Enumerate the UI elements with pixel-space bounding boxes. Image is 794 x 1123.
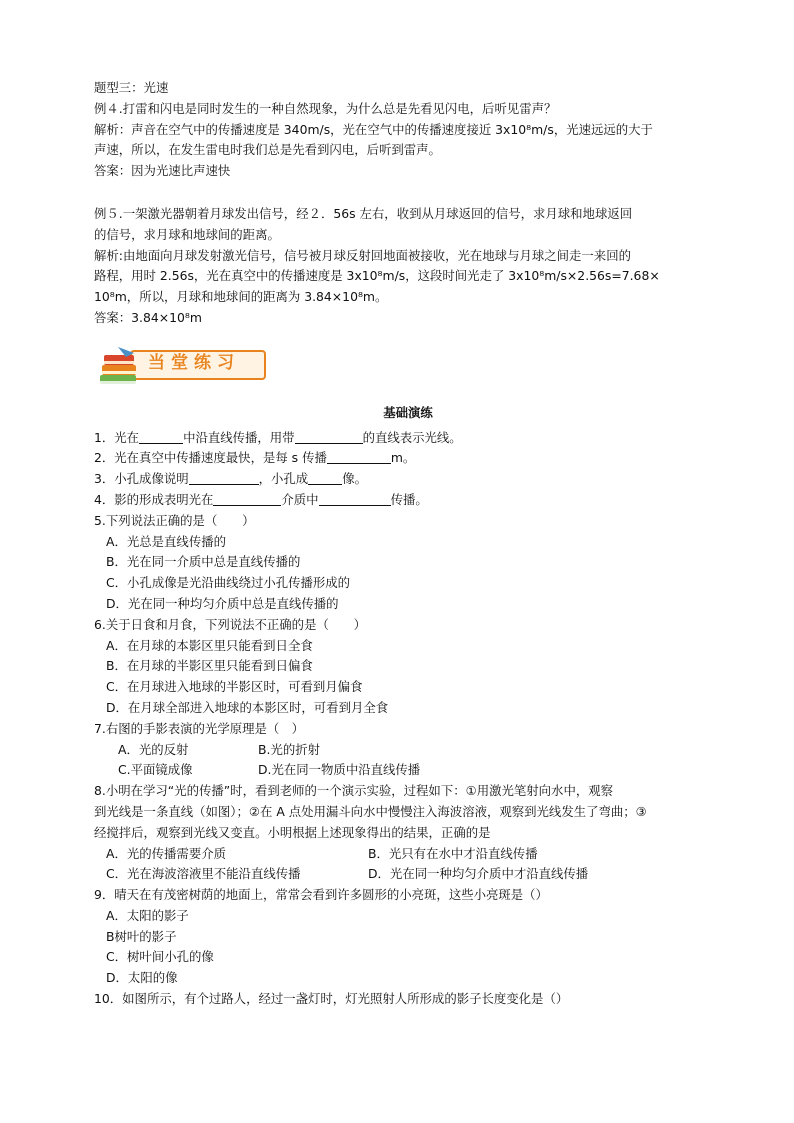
example-5-analysis-line-2: 路程，用时 2.56s，光在真空中的传播速度是 3x10⁸m/s，这段时间光走了 3x10⁸m/s×2.56s=7.68× (94, 268, 660, 284)
answer-blank[interactable] (189, 470, 259, 485)
question-8-options-row-2 (94, 864, 702, 885)
question-8-option-d[interactable]: D．光在同一种均匀介质中才沿直线传播 (368, 866, 589, 882)
question-7-options-row-1 (94, 740, 702, 761)
answer-blank[interactable] (327, 449, 391, 464)
question-5-option-c[interactable]: C．小孔成像是光沿曲线绕过小孔传播形成的 (106, 575, 351, 591)
banner-label: 当堂练习 (148, 352, 240, 373)
document-page (94, 78, 702, 1010)
question-10: 10．如图所示，有个过路人，经过一盏灯时，灯光照射人所形成的影子长度变化是（） (94, 991, 569, 1007)
example-5-question-line-1: 例５.一架激光器朝着月球发出信号，经２．56s 左右，收到从月球返回的信号，求月球和地球返回 (94, 205, 633, 221)
question-9-option-c[interactable]: C．树叶间小孔的像 (106, 949, 214, 965)
answer-blank[interactable] (319, 491, 391, 506)
question-5-option-b[interactable]: B．光在同一介质中总是直线传播的 (106, 554, 301, 570)
question-6-option-b[interactable]: B．在月球的半影区里只能看到日偏食 (106, 658, 313, 674)
question-6-option-a[interactable]: A．在月球的本影区里只能看到日全食 (106, 637, 313, 653)
question-8-line-1: 8.小明在学习“光的传播”时，看到老师的一个演示实验，过程如下：①用激光笔射向水中，观察 (94, 783, 614, 799)
question-7-option-b[interactable]: B.光的折射 (258, 741, 321, 757)
answer-blank[interactable] (139, 429, 183, 444)
example-5-analysis-line-1: 解析:由地面向月球发射激光信号，信号被月球反射回地面被接收，光在地球与月球之间走一来回的 (94, 247, 631, 263)
question-6-option-d[interactable]: D．在月球全部进入地球的本影区时，可看到月全食 (106, 699, 389, 715)
question-9-option-d[interactable]: D．太阳的像 (106, 970, 178, 986)
practice-title: 基础演练 (383, 404, 433, 420)
question-7: 7.右图的手影表演的光学原理是（ ） (94, 720, 305, 736)
question-8-option-c[interactable]: C．光在海波溶液里不能沿直线传播 (106, 866, 301, 882)
answer-blank[interactable] (308, 470, 342, 485)
example-4-analysis-line-2: 声速，所以，在发生雷电时我们总是先看到闪电，后听到雷声。 (94, 142, 441, 158)
question-5-option-a[interactable]: A．光总是直线传播的 (106, 533, 226, 549)
question-3: 3．小孔成像说明 ，小孔成 像。 (94, 471, 367, 487)
question-6-option-c[interactable]: C．在月球进入地球的半影区时，可看到月偏食 (106, 679, 363, 695)
question-8-option-b[interactable]: B．光只有在水中才沿直线传播 (368, 845, 538, 861)
question-5-option-d[interactable]: D．光在同一种均匀介质中总是直线传播的 (106, 595, 339, 611)
question-7-options-row-2 (94, 760, 702, 781)
question-8-option-a[interactable]: A．光的传播需要介质 (106, 845, 226, 861)
books-icon (96, 345, 146, 391)
question-9: 9．晴天在有茂密树荫的地面上，常常会看到许多圆形的小亮斑，这些小亮斑是（） (94, 887, 548, 903)
question-7-option-c[interactable]: C.平面镜成像 (118, 762, 193, 778)
question-8-options-row-1 (94, 844, 702, 865)
answer-blank[interactable] (295, 429, 363, 444)
question-9-option-b[interactable]: B树叶的影子 (106, 928, 177, 944)
practice-banner (96, 343, 702, 393)
question-8-line-3: 经搅拌后，观察到光线又变直。小明根据上述现象得出的结果，正确的是 (94, 824, 491, 840)
example-5-question-line-2: 的信号，求月球和地球间的距离。 (94, 226, 280, 242)
answer-blank[interactable] (213, 491, 281, 506)
question-7-option-a[interactable]: A．光的反射 (118, 741, 189, 757)
section-heading: 题型三：光速 (94, 80, 169, 95)
question-4: 4．影的形成表明光在 介质中 传播。 (94, 491, 428, 507)
example-5-analysis-line-3: 10⁸m，所以，月球和地球间的距离为 3.84×10⁸m。 (94, 289, 388, 305)
question-8-line-2: 到光线是一条直线（如图）；②在 A 点处用漏斗向水中慢慢注入海波溶液，观察到光线发生了弯曲；③ (94, 803, 647, 819)
example-4-question: 例４.打雷和闪电是同时发生的一种自然现象，为什么总是先看见闪电，后听见雷声？ (94, 100, 557, 116)
question-7-option-d[interactable]: D.光在同一物质中沿直线传播 (258, 762, 421, 778)
question-5: 5.下列说法正确的是（ ） (94, 512, 255, 528)
question-1: 1．光在 中沿直线传播，用带 的直线表示光线。 (94, 429, 462, 445)
question-9-option-a[interactable]: A．太阳的影子 (106, 907, 189, 923)
question-6: 6.关于日食和月食，下列说法不正确的是（ ） (94, 616, 367, 632)
question-2: 2．光在真空中传播速度最快，是每 s 传播 m。 (94, 450, 416, 466)
example-5-answer: 答案：3.84×10⁸m (94, 309, 202, 325)
example-4-analysis-line-1: 解析：声音在空气中的传播速度是 340m/s，光在空气中的传播速度接近 3x10⁸m/s，光速远远的大于 (94, 121, 653, 137)
example-4-answer: 答案：因为光速比声速快 (94, 163, 231, 179)
